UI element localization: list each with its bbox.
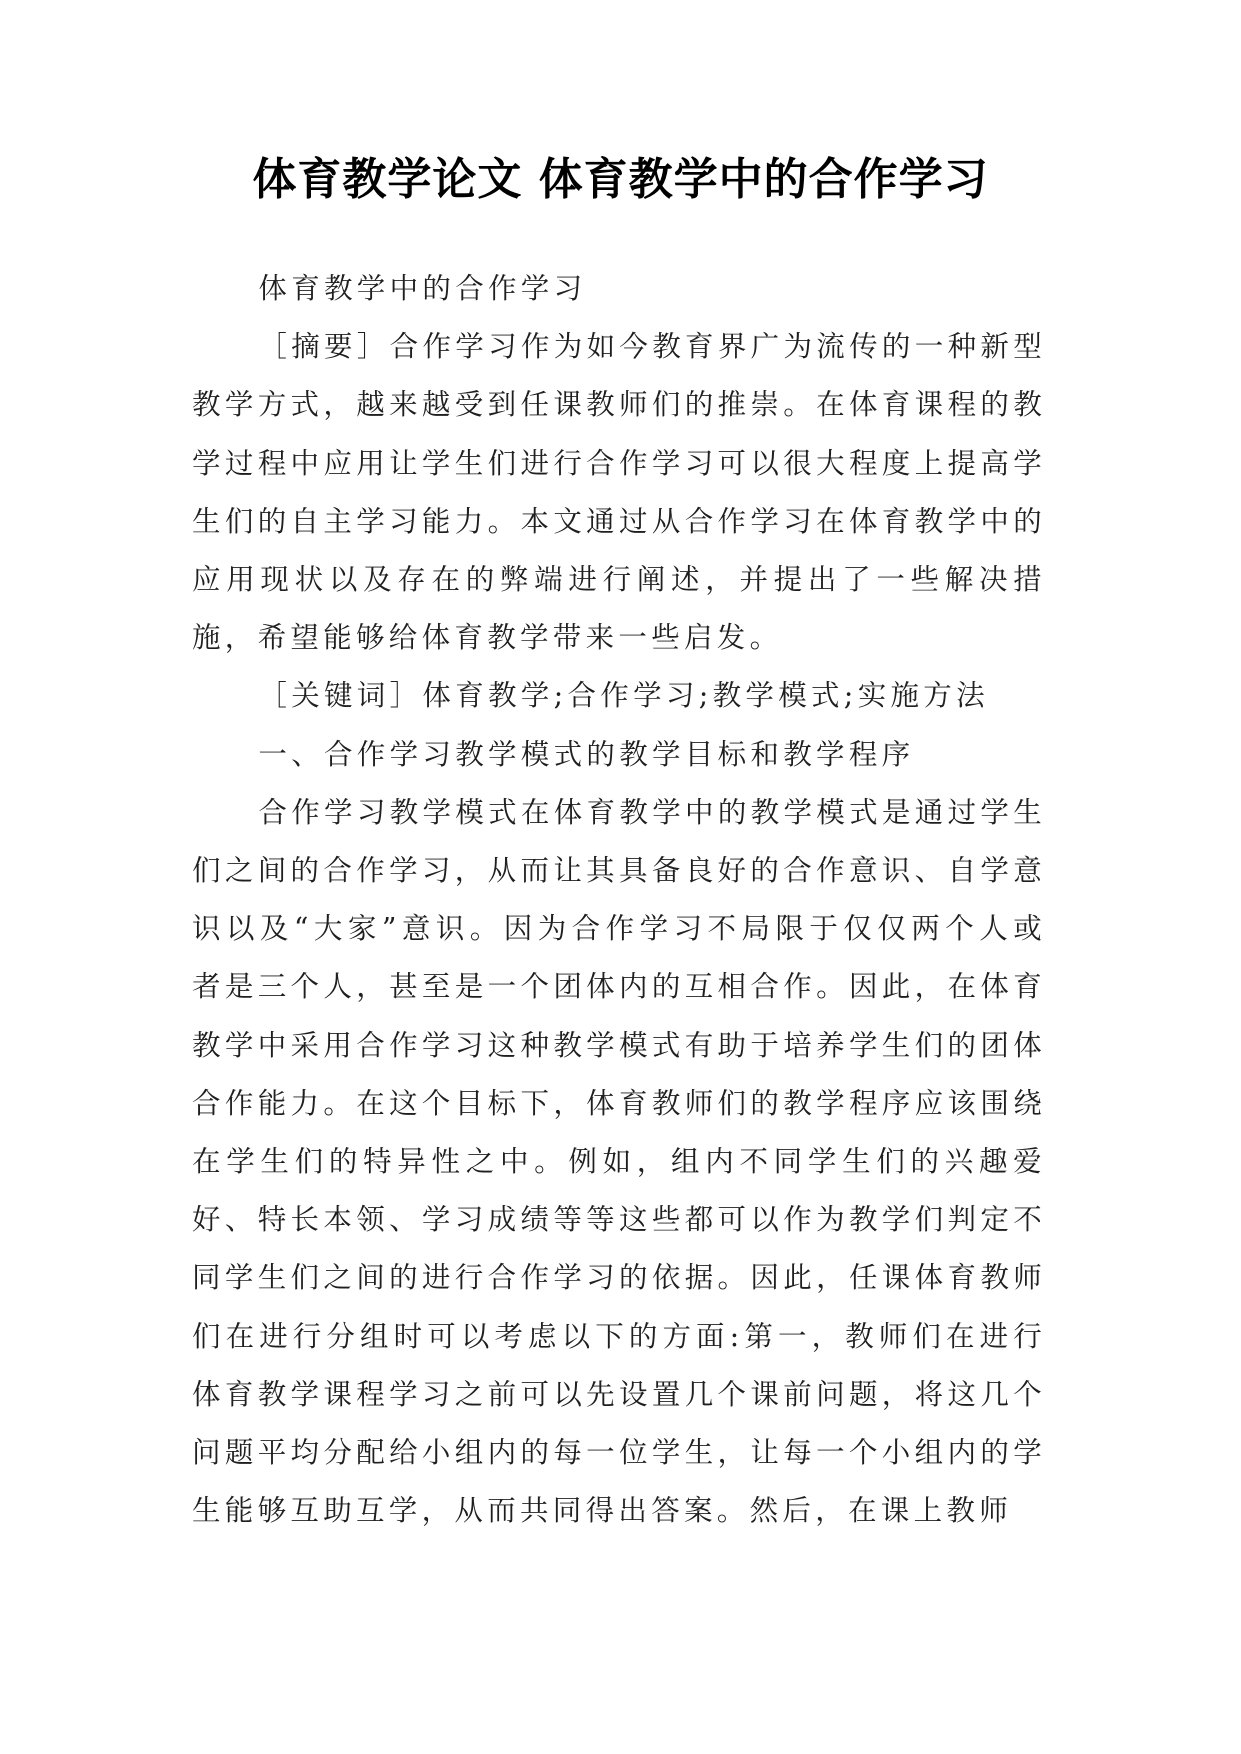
- document-body: [192, 260, 1046, 1540]
- document-title: 体育教学论文 体育教学中的合作学习: [252, 154, 989, 205]
- paragraph-body: 合作学习教学模式在体育教学中的教学模式是通过学生们之间的合作学习，从而让其具备良好的合作意识、自学意识以及“大家”意识。因为合作学习不局限于仅仅两个人或者是三个人，甚至是一个团体内的互相合作。因此，在体育教学中采用合作学习这种教学模式有助于培养学生们的团体合作能力。在这个目标下，体育教师们的教学程序应该围绕在学生们的特异性之中。例如，组内不同学生们的兴趣爱好、特长本领、学习成绩等等这些都可以作为教学们判定不同学生们之间的进行合作学习的依据。因此，任课体育教师们在进行分组时可以考虑以下的方面:第一，教师们在进行体育教学课程学习之前可以先设置几个课前问题，将这几个问题平均分配给小组内的每一位学生，让每一个小组内的学生能够互助互学，从而共同得出答案。然后，在课上教师: [192, 795, 1046, 1528]
- paragraph-keywords: ［关键词］体育教学;合作学习;教学模式;实施方法: [258, 679, 989, 713]
- paragraph-abstract: ［摘要］合作学习作为如今教育界广为流传的一种新型教学方式，越来越受到任课教师们的推崇。在体育课程的教学过程中应用让学生们进行合作学习可以很大程度上提高学生们的自主学习能力。本文通过从合作学习在体育教学中的应用现状以及存在的弊端进行阐述，并提出了一些解决措施，希望能够给体育教学带来一些启发。: [192, 330, 1046, 655]
- paragraph-subtitle: 体育教学中的合作学习: [258, 272, 587, 305]
- section-heading: 一、合作学习教学模式的教学目标和教学程序: [258, 737, 915, 771]
